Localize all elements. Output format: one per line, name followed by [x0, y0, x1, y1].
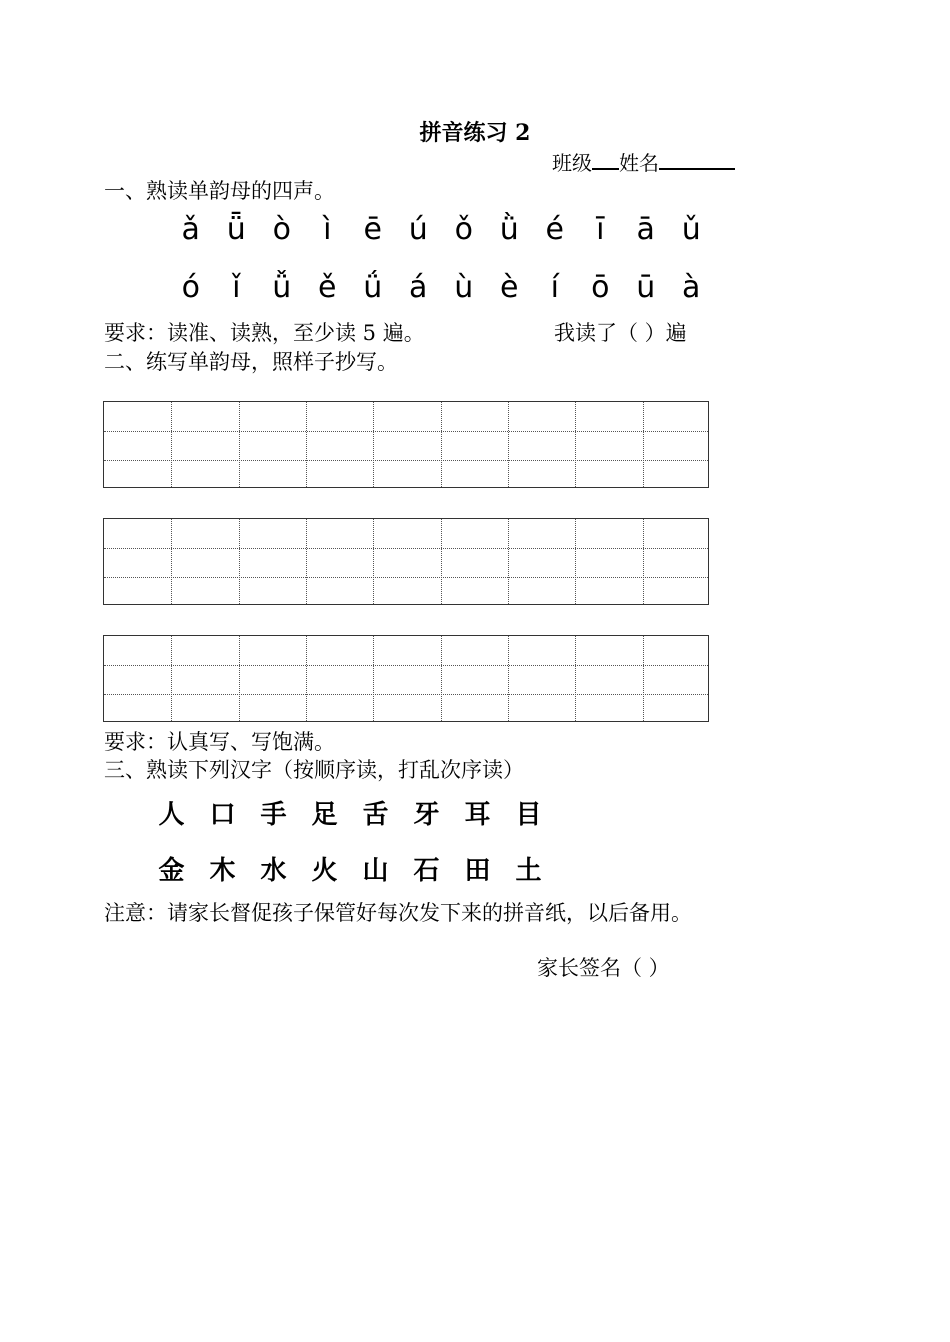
- glyph: 石: [413, 856, 440, 886]
- glyph: é: [545, 212, 564, 247]
- glyph: ǜ: [499, 212, 519, 247]
- glyph: ǐ: [232, 270, 241, 305]
- glyph: 山: [362, 856, 389, 886]
- section2-heading: 二、练写单韵母，照样子抄写。: [104, 350, 398, 374]
- page-title: 拼音练习 2: [419, 120, 531, 146]
- glyph: ù: [454, 270, 474, 305]
- glyph: ǖ: [226, 212, 246, 247]
- glyph: 水: [260, 856, 287, 886]
- glyph: ó: [181, 270, 200, 305]
- class-label: 班级: [552, 151, 592, 175]
- grid-column-line: [239, 519, 240, 604]
- grid-row-line: [104, 665, 708, 666]
- grid-row-line: [104, 460, 708, 461]
- grid-column-line: [171, 636, 172, 721]
- grid-column-line: [508, 636, 509, 721]
- glyph: ā: [636, 212, 655, 247]
- glyph: ì: [323, 212, 332, 247]
- grid-column-line: [441, 402, 442, 487]
- grid-column-line: [373, 402, 374, 487]
- glyph: ǔ: [681, 212, 701, 247]
- grid-column-line: [239, 402, 240, 487]
- hanzi-row-2: [146, 850, 554, 887]
- grid-row-line: [104, 694, 708, 695]
- glyph: 舌: [362, 800, 389, 830]
- class-name-line: [552, 147, 735, 176]
- grid-column-line: [306, 636, 307, 721]
- section2-requirement: 要求：认真写、写饱满。: [104, 730, 335, 754]
- section1-heading: 一、熟读单韵母的四声。: [104, 179, 335, 203]
- glyph: 田: [464, 856, 491, 886]
- glyph: 人: [158, 800, 185, 830]
- glyph: 手: [260, 800, 287, 830]
- name-label: 姓名: [619, 151, 659, 175]
- glyph: ǘ: [363, 270, 383, 305]
- glyph: ū: [636, 270, 656, 305]
- section1-requirement: 要求：读准、读熟，至少读 5 遍。: [104, 321, 425, 345]
- parent-signature: 家长签名（ ）: [537, 956, 670, 980]
- glyph: 火: [311, 856, 338, 886]
- glyph: ē: [363, 212, 382, 247]
- grid-column-line: [643, 519, 644, 604]
- grid-column-line: [441, 636, 442, 721]
- glyph: 足: [311, 800, 338, 830]
- glyph: ǚ: [272, 270, 292, 305]
- writing-grid-1[interactable]: [103, 401, 709, 488]
- grid-column-line: [643, 636, 644, 721]
- glyph: 耳: [464, 800, 491, 830]
- glyph: ě: [318, 270, 337, 305]
- glyph: à: [682, 270, 701, 305]
- grid-column-line: [643, 402, 644, 487]
- glyph: è: [500, 270, 519, 305]
- grid-row-line: [104, 548, 708, 549]
- grid-column-line: [306, 402, 307, 487]
- grid-column-line: [239, 636, 240, 721]
- glyph: 目: [515, 800, 542, 830]
- grid-column-line: [373, 636, 374, 721]
- grid-column-line: [373, 519, 374, 604]
- section3-heading: 三、熟读下列汉字（按顺序读，打乱次序读）: [104, 758, 524, 782]
- grid-column-line: [441, 519, 442, 604]
- grid-column-line: [508, 519, 509, 604]
- grid-row-line: [104, 431, 708, 432]
- glyph: ǎ: [181, 212, 200, 247]
- glyph: ī: [596, 212, 605, 247]
- glyph: í: [550, 270, 559, 305]
- grid-column-line: [508, 402, 509, 487]
- name-blank: [659, 150, 735, 170]
- glyph: 土: [515, 856, 542, 886]
- writing-grid-2[interactable]: [103, 518, 709, 605]
- glyph: 牙: [413, 800, 440, 830]
- hanzi-row-1: [146, 794, 554, 831]
- read-count: 我读了（ ）遍: [554, 321, 687, 345]
- writing-grid-3[interactable]: [103, 635, 709, 722]
- grid-row-line: [104, 577, 708, 578]
- glyph: ò: [272, 212, 291, 247]
- grid-column-line: [575, 402, 576, 487]
- glyph: ú: [408, 212, 428, 247]
- class-blank: [592, 150, 619, 170]
- parent-note: 注意：请家长督促孩子保管好每次发下来的拼音纸，以后备用。: [104, 901, 692, 925]
- glyph: ō: [591, 270, 610, 305]
- grid-column-line: [575, 519, 576, 604]
- glyph: 木: [209, 856, 236, 886]
- glyph: á: [409, 270, 428, 305]
- glyph: ǒ: [454, 212, 473, 247]
- pinyin-row-1: [168, 212, 714, 247]
- glyph: 金: [158, 856, 185, 886]
- grid-column-line: [306, 519, 307, 604]
- pinyin-row-2: [168, 270, 714, 305]
- glyph: 口: [209, 800, 236, 830]
- grid-column-line: [171, 519, 172, 604]
- grid-column-line: [171, 402, 172, 487]
- grid-column-line: [575, 636, 576, 721]
